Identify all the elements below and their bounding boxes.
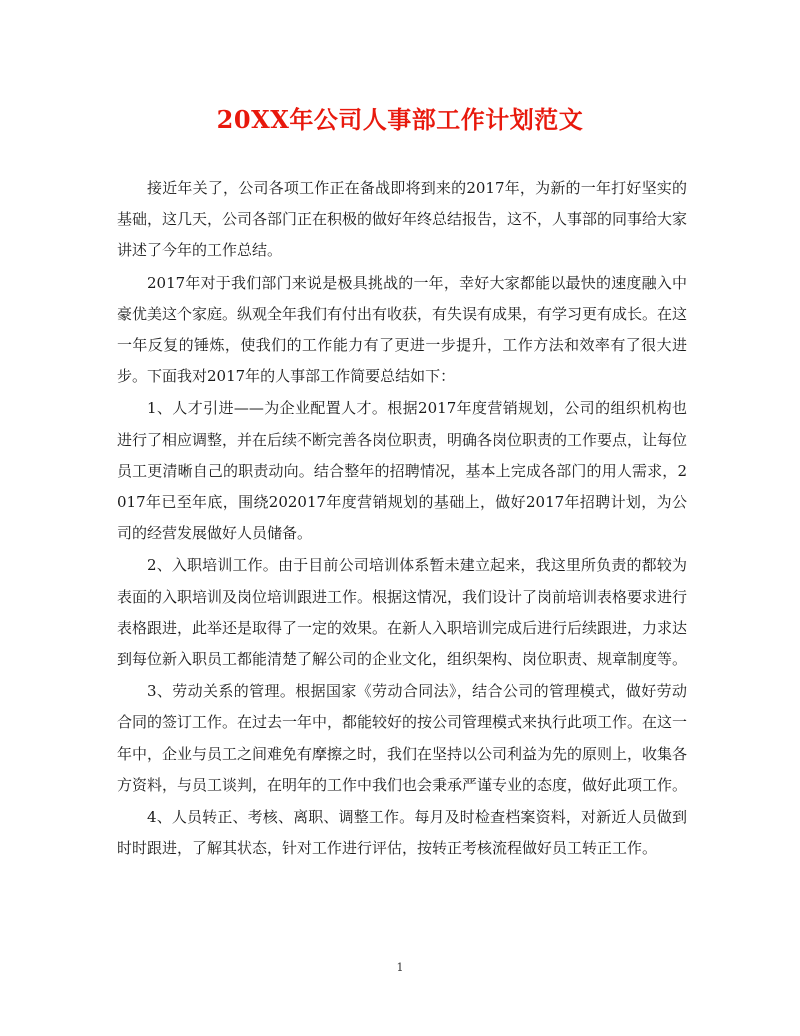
document-body — [117, 173, 687, 865]
document-title: 20XX年公司人事部工作计划范文 — [216, 105, 584, 134]
paragraph-labor-relations: 3、劳动关系的管理。根据国家《劳动合同法》，结合公司的管理模式，做好劳动合同的签订工作。在过去一年中，都能较好的按公司管理模式来执行此项工作。在这一年中，企业与员工之间难免有摩擦之时，我们在坚持以公司利益为先的原则上，收集各方资料，与员工谈判，在明年的工作中我们也会秉承严谨专业的态度，做好此项工作。 — [117, 682, 688, 794]
paragraph-onboarding-training: 2、入职培训工作。由于目前公司培训体系暂未建立起来，我这里所负责的都较为表面的入职培训及岗位培训跟进工作。根据这情况，我们设计了岗前培训表格要求进行表格跟进，此举还是取得了一定的效果。在新人入职培训完成后进行后续跟进，力求达到每位新入职员工都能清楚了解公司的企业文化，组织架构、岗位职责、规章制度等。 — [117, 556, 688, 669]
paragraph-personnel-changes: 4、人员转正、考核、离职、调整工作。每月及时检查档案资料，对新近人员做到时时跟进，了解其状态，针对工作进行评估，按转正考核流程做好员工转正工作。 — [117, 808, 687, 858]
paragraph-talent-recruitment: 1、人才引进——为企业配置人才。根据2017年度营销规划，公司的组织机构也进行了相应调整，并在后续不断完善各岗位职责，明确各岗位职责的工作要点，让每位员工更清晰自己的职责动向。结合整年的招聘情况，基本上完成各部门的用人需求，2017年已至年底，围绕202017年度营销规划的基础上，做好2017年招聘计划，为公司的经营发展做好人员储备。 — [117, 399, 688, 543]
paragraph-overview: 2017年对于我们部门来说是极具挑战的一年，幸好大家都能以最快的速度融入中豪优美这个家庭。纵观全年我们有付出有收获，有失误有成果，有学习更有成长。在这一年反复的锤炼，使我们的工作能力有了更进一步提升，工作方法和效率有了很大进步。下面我对2017年的人事部工作简要总结如下： — [117, 273, 688, 386]
page-number: 1 — [396, 961, 404, 974]
paragraph-intro: 接近年关了，公司各项工作正在备战即将到来的2017年，为新的一年打好坚实的基础，这几天，公司各部门正在积极的做好年终总结报告，这不，人事部的同事给大家讲述了今年的工作总结。 — [117, 179, 688, 260]
